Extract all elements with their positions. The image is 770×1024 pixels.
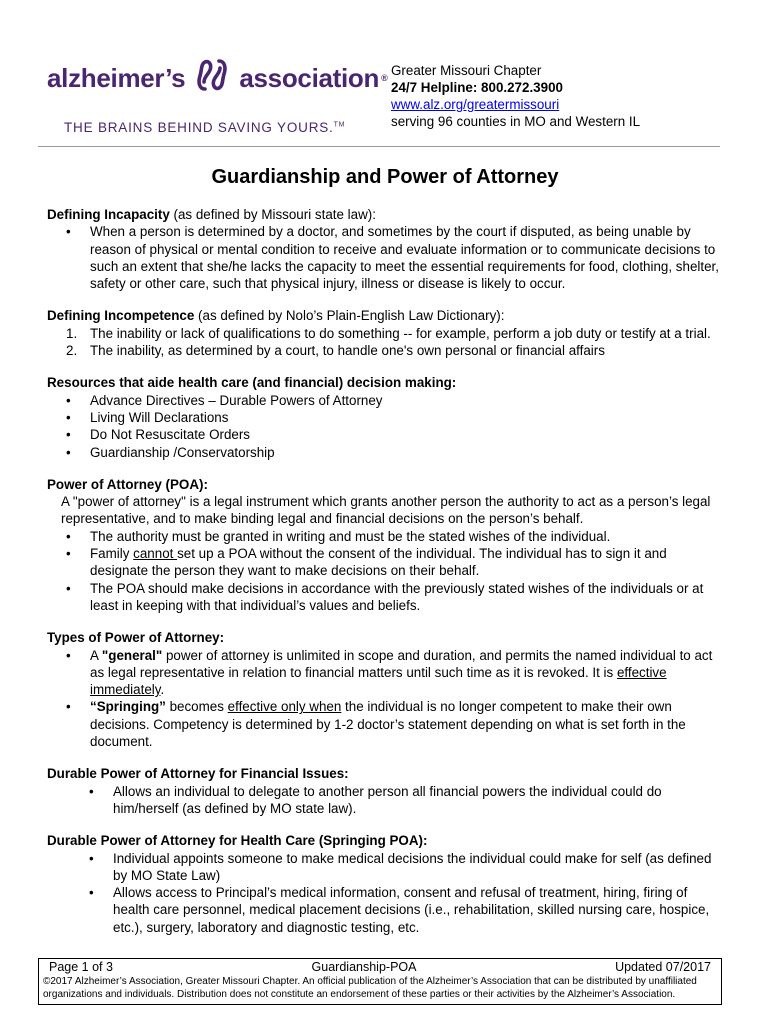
chapter-website-link[interactable]: www.alz.org/greatermissouri bbox=[391, 97, 560, 112]
list-item: • When a person is determined by a doctor, and sometimes by the court if disputed, as being unable by reason of physical or mental condition to receive and evaluate information or to communicate decisions to such an extent that she/he lacks the capacity to meet the essential requirements for food, clothing, shelter, safety or other care, such that physical injury, illness or disease is likely to occur. bbox=[66, 224, 719, 292]
financial-section bbox=[47, 765, 727, 817]
list-item: 1. The inability or lack of qualifications to do something -- for example, perform a job duty or testify at a trial. bbox=[66, 325, 711, 341]
poa-section bbox=[47, 476, 727, 614]
types-heading: Types of Power of Attorney: bbox=[47, 630, 225, 646]
incompetence-section bbox=[47, 307, 727, 359]
resources-section bbox=[47, 374, 727, 460]
financial-heading: Durable Power of Attorney for Financial Issues: bbox=[47, 766, 349, 782]
alzheimers-association-logo bbox=[47, 58, 387, 135]
page-number: Page 1 of 3 bbox=[49, 960, 113, 974]
list-item: • A "general" power of attorney is unlimited in scope and duration, and permits the named individual to act as legal representative in relation to financial matters until such time as it is revoked. It is effective immediately. bbox=[66, 647, 713, 698]
header-divider bbox=[38, 146, 720, 147]
logo-tagline bbox=[64, 120, 387, 135]
list-item: 2. The inability, as determined by a court, to handle one's own personal or financial affairs bbox=[66, 343, 605, 359]
list-item: • “Springing” becomes effective only when the individual is no longer competent to make their own decisions. Competency is determined by 1-2 doctor’s statement depending on what is set forth in the document. bbox=[66, 699, 686, 750]
list-item: • Guardianship /Conservatorship bbox=[66, 444, 275, 460]
list-item: • The POA should make decisions in accordance with the previously stated wishes of the individuals or at least in keeping with that individual’s values and beliefs. bbox=[66, 580, 704, 613]
resources-heading: Resources that aide health care (and financial) decision making: bbox=[47, 375, 457, 391]
list-item: • Allows an individual to delegate to another person all financial powers the individual could do him/herself (as defined by MO state law). bbox=[89, 783, 662, 816]
chapter-name: Greater Missouri Chapter bbox=[391, 63, 542, 78]
logo-word-left: alzheimer’s bbox=[47, 63, 186, 93]
trademark-mark: TM bbox=[333, 121, 346, 129]
healthcare-section bbox=[47, 832, 727, 936]
incompetence-heading: Defining Incompetence bbox=[47, 308, 195, 324]
incompetence-qualifier: (as defined by Nolo’s Plain-English Law Dictionary): bbox=[194, 308, 505, 324]
logo-word-right: association bbox=[239, 63, 380, 93]
poa-intro: A "power of attorney" is a legal instrument which grants another person the authority to act as a person’s legal representative, and to make binding legal and financial decisions on the person’s behalf. bbox=[61, 494, 711, 527]
page-footer bbox=[38, 958, 722, 1005]
list-item: • Do Not Resuscitate Orders bbox=[66, 427, 251, 443]
list-item: • Individual appoints someone to make medical decisions the individual could make for self (as defined by MO State Law) bbox=[89, 850, 712, 883]
page-title: Guardianship and Power of Attorney bbox=[211, 166, 559, 188]
list-item: • Allows access to Principal’s medical information, consent and refusal of treatment, hiring, firing of health care personnel, medical placement decisions (i.e., rehabilitation, skilled nursing care, hospice, etc.), surgery, laboratory and diagnostic testing, etc. bbox=[89, 885, 710, 935]
logo-wordmark bbox=[47, 58, 387, 98]
chapter-info bbox=[391, 62, 640, 130]
list-item: • Living Will Declarations bbox=[66, 409, 229, 425]
incapacity-heading: Defining Incapacity bbox=[47, 207, 170, 222]
service-area: serving 96 counties in MO and Western IL bbox=[391, 114, 641, 129]
list-item: • Advance Directives – Durable Powers of Attorney bbox=[66, 392, 383, 408]
incapacity-qualifier: (as defined by Missouri state law): bbox=[169, 207, 376, 222]
registered-mark: ® bbox=[381, 73, 388, 83]
document-body bbox=[47, 206, 727, 951]
healthcare-heading: Durable Power of Attorney for Health Care (Springing POA): bbox=[47, 833, 428, 849]
list-item: • Family cannot set up a POA without the consent of the individual. The individual has to sign it and designate the person they want to make decisions on their behalf. bbox=[66, 546, 667, 579]
tagline-text: THE BRAINS BEHIND SAVING YOURS. bbox=[64, 120, 334, 135]
updated-date: Updated 07/2017 bbox=[615, 960, 711, 974]
list-item: • The authority must be granted in writing and must be the stated wishes of the individual. bbox=[66, 528, 611, 544]
incapacity-section bbox=[47, 206, 727, 292]
helpline: 24/7 Helpline: 800.272.3900 bbox=[391, 80, 563, 95]
copyright-notice: ©2017 Alzheimer’s Association, Greater Missouri Chapter. An official publication of the Alzheimer’s Association that can be distributed by unaffiliated organizations and individuals. Distribution does not constitute an endorsement of these parties or their activities by the Alzheimer’s Association. bbox=[43, 976, 697, 1000]
document-name: Guardianship-POA bbox=[311, 960, 417, 974]
logo-purple-icon bbox=[195, 58, 229, 98]
types-section bbox=[47, 629, 727, 750]
poa-heading: Power of Attorney (POA): bbox=[47, 476, 208, 492]
